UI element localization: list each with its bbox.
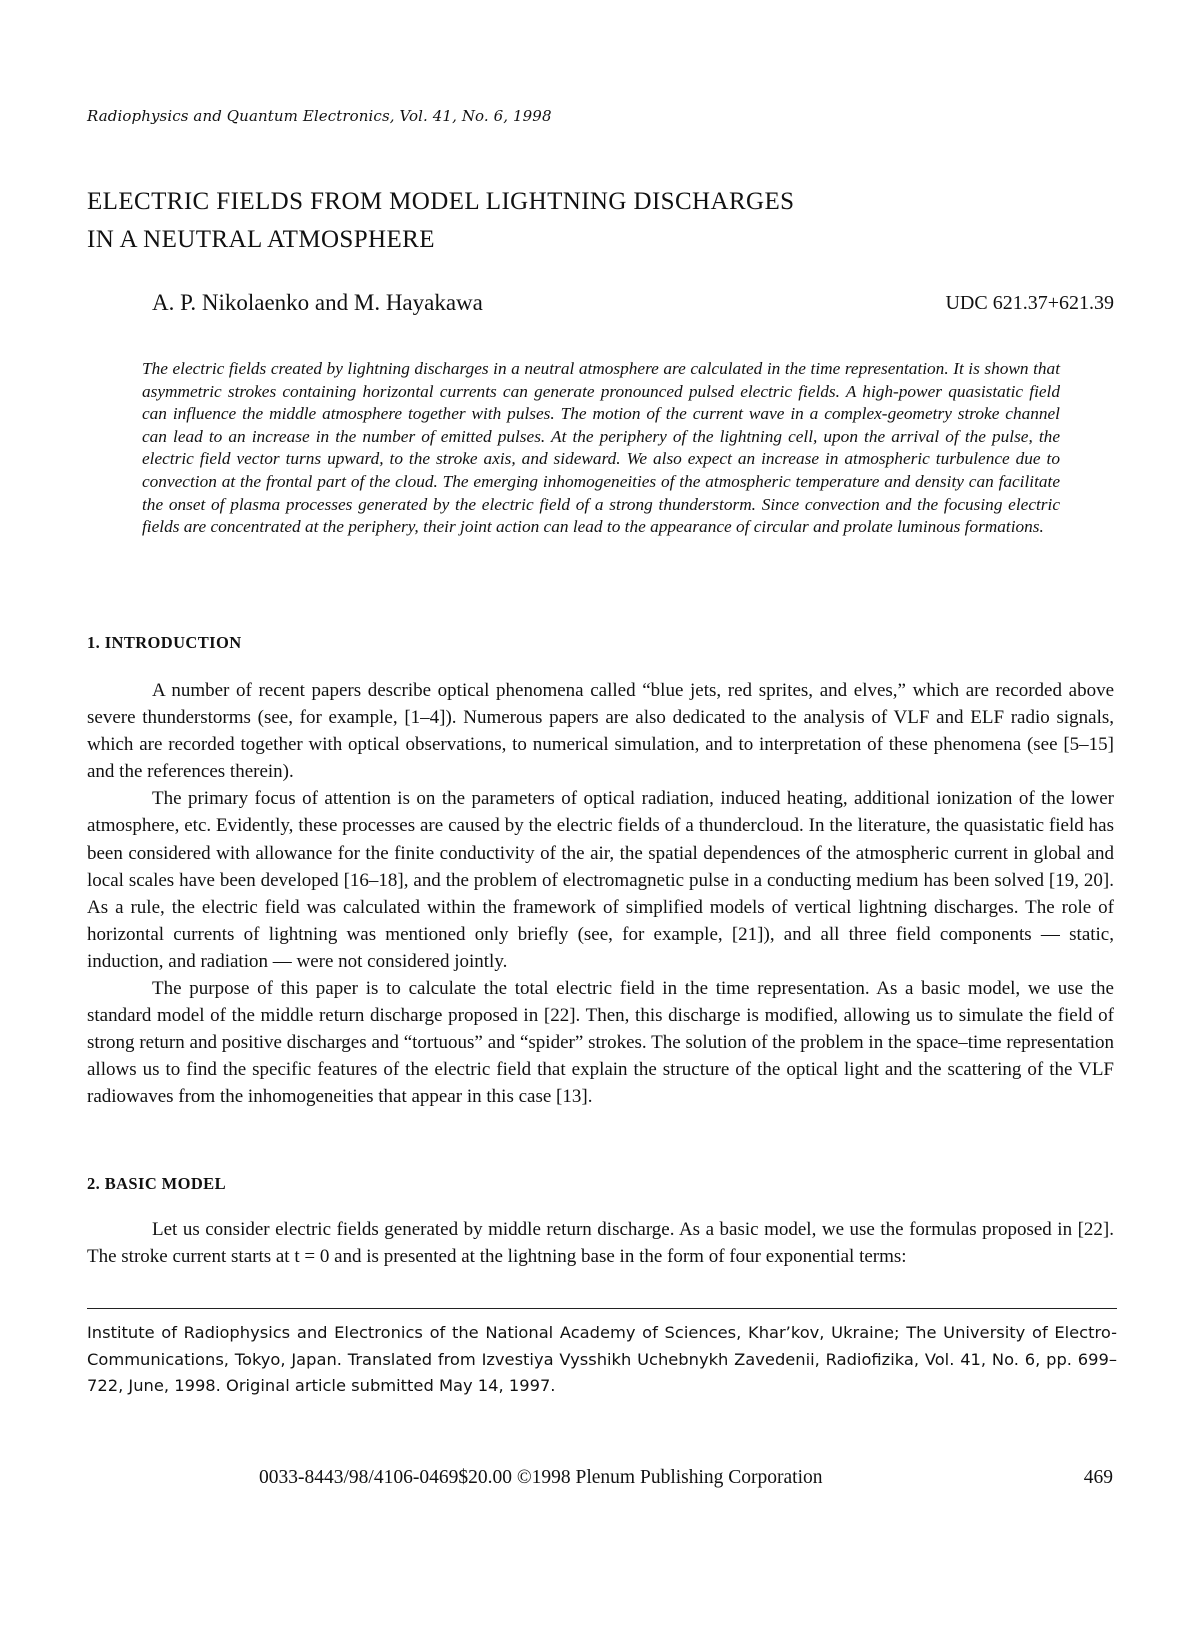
- section-heading-introduction: 1. INTRODUCTION: [87, 633, 242, 652]
- title-line-1: ELECTRIC FIELDS FROM MODEL LIGHTNING DISCHARGES: [87, 188, 795, 215]
- abstract: The electric fields created by lightning discharges in a neutral atmosphere are calculated in the time representation. It is shown that asymmetric strokes containing horizontal currents can generate pronounced pulsed electric fields. A high-power quasistatic field can influence the middle atmosphere together with pulses. The motion of the current wave in a complex-geometry stroke channel can lead to an increase in the number of emitted pulses. At the periphery of the lightning cell, upon the arrival of the pulse, the electric field vector turns upward, to the stroke axis, and sideward. We also expect an increase in atmospheric turbulence due to convection at the frontal part of the cloud. The emerging inhomogeneities of the atmospheric temperature and density can facilitate the onset of plasma processes generated by the electric field of a strong thunderstorm. Since convection and the focusing electric fields are concentrated at the periphery, their joint action can lead to the appearance of circular and prolate luminous formations.: [142, 359, 1060, 537]
- introduction-body: [87, 677, 1114, 1111]
- title-line-2: IN A NEUTRAL ATMOSPHERE: [87, 226, 435, 253]
- paragraph: Let us consider electric fields generated by middle return discharge. As a basic model, we use the formulas proposed in [22]. The stroke current starts at t = 0 and is presented at the lightning base in the form of four exponential terms:: [87, 1219, 1114, 1268]
- paragraph: A number of recent papers describe optical phenomena called “blue jets, red sprites, and elves,” which are recorded above severe thunderstorms (see, for example, [1–4]). Numerous papers are also dedicated to the analysis of VLF and ELF radio signals, which are recorded together with optical observations, to numerical simulation, and to interpretation of these phenomena (see [5–15] and the references therein).: [87, 680, 1114, 783]
- footnote-divider: [87, 1308, 1117, 1309]
- authors: A. P. Nikolaenko and M. Hayakawa: [152, 290, 483, 315]
- page-number: 469: [1083, 1467, 1113, 1488]
- basic-model-body: [87, 1216, 1114, 1270]
- copyright-line: 0033-8443/98/4106-0469$20.00 ©1998 Plenum Publishing Corporation: [259, 1467, 823, 1488]
- footnote: Institute of Radiophysics and Electronics of the National Academy of Sciences, Khar’kov, Ukraine; The University of Electro-Communications, Tokyo, Japan. Translated from Izvestiya Vysshikh Uchebnykh Zavedenii, Radiofizika, Vol. 41, No. 6, pp. 699–722, June, 1998. Original article submitted May 14, 1997.: [87, 1323, 1117, 1395]
- udc-code: UDC 621.37+621.39: [945, 292, 1114, 314]
- article-title: [87, 183, 794, 259]
- paragraph: The purpose of this paper is to calculate the total electric field in the time representation. As a basic model, we use the standard model of the middle return discharge proposed in [22]. Then, this discharge is modified, allowing us to simulate the field of strong return and positive discharges and “tortuous” and “spider” strokes. The solution of the problem in the space–time representation allows us to find the specific features of the electric field that explain the structure of the optical light and the scattering of the VLF radiowaves from the inhomogeneities that appear in this case [13].: [87, 978, 1114, 1108]
- paragraph: The primary focus of attention is on the parameters of optical radiation, induced heating, additional ionization of the lower atmosphere, etc. Evidently, these processes are caused by the electric fields of a thundercloud. In the literature, the quasistatic field has been considered with allowance for the finite conductivity of the air, the spatial dependences of the atmospheric current in global and local scales have been developed [16–18], and the problem of electromagnetic pulse in a conducting medium has been solved [19, 20]. As a rule, the electric field was calculated within the framework of simplified models of vertical lightning discharges. The role of horizontal currents of lightning was mentioned only briefly (see, for example, [21]), and all three field components — static, induction, and radiation — were not considered jointly.: [87, 788, 1114, 972]
- journal-citation: Radiophysics and Quantum Electronics, Vol. 41, No. 6, 1998: [87, 107, 552, 125]
- section-heading-basic-model: 2. BASIC MODEL: [87, 1174, 226, 1193]
